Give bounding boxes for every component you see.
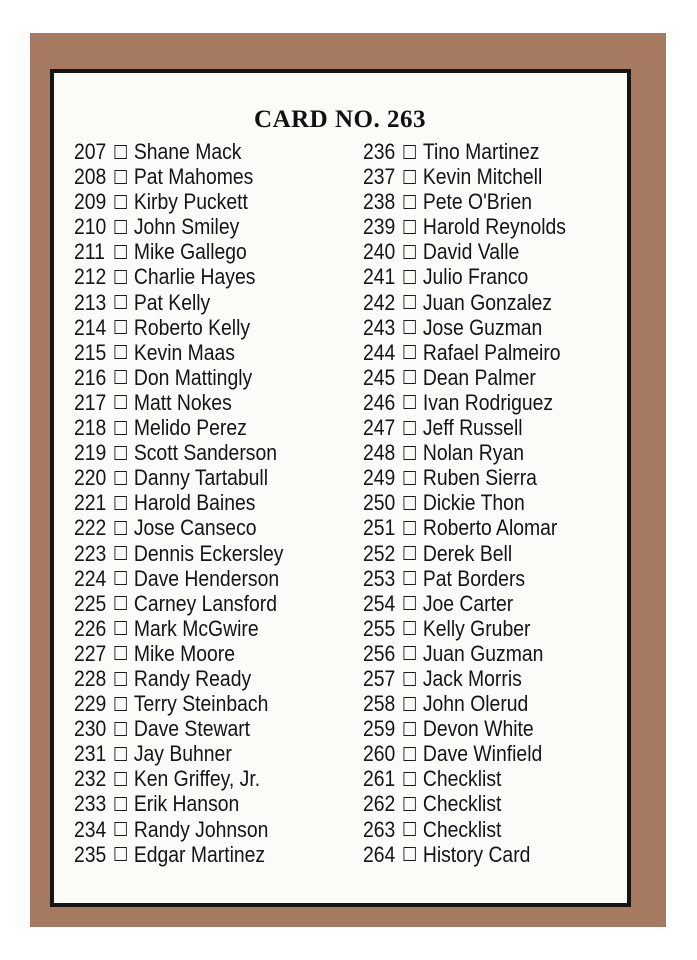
checkbox <box>114 847 126 861</box>
checklist-item <box>74 591 283 616</box>
checklist-item <box>363 766 566 791</box>
player-name: Carney Lansford <box>133 590 277 616</box>
player-name: Tino Martinez <box>422 139 540 164</box>
card-number: 239 <box>363 214 396 240</box>
player-name: Derek Bell <box>422 540 513 566</box>
player-name: History Card <box>422 841 531 867</box>
card-number: 219 <box>74 440 107 466</box>
card-number: 254 <box>363 590 396 616</box>
player-name: Pat Kelly <box>133 289 211 315</box>
checkbox <box>403 822 415 836</box>
player-name: Devon White <box>422 716 534 742</box>
player-name: Terry Steinbach <box>133 691 269 717</box>
card-number: 227 <box>74 640 107 666</box>
checkbox <box>114 245 126 259</box>
checkbox <box>403 170 415 184</box>
checklist-item <box>363 591 566 616</box>
checkbox <box>403 596 415 610</box>
checkbox <box>114 145 126 159</box>
checklist-item <box>363 465 566 490</box>
checklist-item <box>363 817 566 842</box>
player-name: Jose Guzman <box>422 314 543 340</box>
player-name: Melido Perez <box>133 415 247 441</box>
checklist-item <box>363 691 566 716</box>
checkbox <box>114 270 126 284</box>
player-name: Ruben Sierra <box>422 465 537 491</box>
checklist-item <box>363 264 566 289</box>
checkbox <box>114 672 126 686</box>
card-number: 250 <box>363 490 396 516</box>
checklist-item <box>74 214 283 239</box>
player-name: Nolan Ryan <box>422 440 524 466</box>
checkbox <box>403 370 415 384</box>
checkbox <box>403 722 415 736</box>
checklist-item <box>363 490 566 515</box>
card-number: 264 <box>363 841 396 867</box>
card-number: 217 <box>74 389 107 415</box>
checklist-item <box>363 666 566 691</box>
player-name: Randy Johnson <box>133 816 269 842</box>
card-number: 214 <box>74 314 107 340</box>
checkbox <box>114 320 126 334</box>
checkbox <box>403 195 415 209</box>
checklist-item <box>74 741 283 766</box>
checkbox <box>403 421 415 435</box>
card-number: 244 <box>363 339 396 365</box>
card-number: 209 <box>74 189 107 215</box>
checkbox <box>114 621 126 635</box>
checklist-item <box>74 290 283 315</box>
checkbox <box>114 170 126 184</box>
checkbox <box>114 571 126 585</box>
player-name: Dean Palmer <box>422 364 536 390</box>
checkbox <box>403 496 415 510</box>
card-number: 237 <box>363 164 396 190</box>
checkbox <box>114 295 126 309</box>
checklist-item <box>363 566 566 591</box>
checkbox <box>403 220 415 234</box>
checkbox <box>114 822 126 836</box>
checklist-item <box>363 290 566 315</box>
checklist-item <box>74 340 283 365</box>
checklist-item <box>74 566 283 591</box>
checkbox <box>114 395 126 409</box>
card-number: 210 <box>74 214 107 240</box>
checklist-item <box>74 766 283 791</box>
player-name: Rafael Palmeiro <box>422 339 561 365</box>
checkbox <box>403 697 415 711</box>
checklist-item <box>74 139 283 164</box>
checkbox <box>114 220 126 234</box>
checkbox <box>114 195 126 209</box>
card-number: 228 <box>74 665 107 691</box>
checkbox <box>114 772 126 786</box>
checklist-item <box>74 315 283 340</box>
player-name: Mark McGwire <box>133 615 259 641</box>
card-number: 247 <box>363 415 396 441</box>
card-number: 242 <box>363 289 396 315</box>
card-number: 260 <box>363 741 396 767</box>
checklist-item <box>363 716 566 741</box>
card-number: 243 <box>363 314 396 340</box>
player-name: Erik Hanson <box>133 791 240 817</box>
checklist-item <box>74 541 283 566</box>
player-name: Joe Carter <box>422 590 514 616</box>
checklist-item <box>74 691 283 716</box>
card-number: 252 <box>363 540 396 566</box>
checklist-item <box>74 616 283 641</box>
checkbox <box>403 571 415 585</box>
checkbox <box>114 471 126 485</box>
player-name: Roberto Alomar <box>422 515 558 541</box>
card-number: 249 <box>363 465 396 491</box>
card-number: 261 <box>363 766 396 792</box>
player-name: Julio Franco <box>422 264 529 290</box>
checklist-item <box>363 641 566 666</box>
checklist-item <box>74 415 283 440</box>
card-number: 257 <box>363 665 396 691</box>
player-name: Mike Gallego <box>133 239 247 265</box>
checkbox <box>114 446 126 460</box>
checkbox <box>114 797 126 811</box>
checklist-item <box>363 541 566 566</box>
checklist-item <box>74 264 283 289</box>
checkbox <box>403 621 415 635</box>
player-name: Dennis Eckersley <box>133 540 284 566</box>
checkbox <box>114 546 126 560</box>
card-number: 263 <box>363 816 396 842</box>
card-number: 231 <box>74 741 107 767</box>
player-name: Charlie Hayes <box>133 264 256 290</box>
card-number: 253 <box>363 565 396 591</box>
player-name: Pat Borders <box>422 565 526 591</box>
player-name: Scott Sanderson <box>133 440 277 466</box>
player-name: Kelly Gruber <box>422 615 531 641</box>
checkbox <box>403 295 415 309</box>
player-name: Kirby Puckett <box>133 189 248 215</box>
checklist-item <box>74 365 283 390</box>
checklist-item <box>74 189 283 214</box>
player-name: Jeff Russell <box>422 415 523 441</box>
card-number: 222 <box>74 515 107 541</box>
player-name: Ken Griffey, Jr. <box>133 766 261 792</box>
checkbox <box>114 421 126 435</box>
player-name: Pat Mahomes <box>133 164 254 190</box>
checkbox <box>114 646 126 660</box>
player-name: Dave Stewart <box>133 716 251 742</box>
player-name: Danny Tartabull <box>133 465 269 491</box>
checklist-item <box>363 189 566 214</box>
player-name: Dave Henderson <box>133 565 280 591</box>
player-name: John Smiley <box>133 214 240 240</box>
player-name: Roberto Kelly <box>133 314 251 340</box>
checkbox <box>403 521 415 535</box>
checklist-item <box>363 365 566 390</box>
player-name: Shane Mack <box>133 139 242 164</box>
card-number: 258 <box>363 691 396 717</box>
player-name: John Olerud <box>422 691 529 717</box>
checklist-item <box>74 817 283 842</box>
checkbox <box>403 772 415 786</box>
checklist-item <box>74 641 283 666</box>
checkbox <box>403 797 415 811</box>
card-number: 248 <box>363 440 396 466</box>
checklist-item <box>363 440 566 465</box>
player-name: Juan Guzman <box>422 640 544 666</box>
checkbox <box>114 370 126 384</box>
checkbox <box>403 145 415 159</box>
checkbox <box>403 446 415 460</box>
player-name: Juan Gonzalez <box>422 289 552 315</box>
checklist-item <box>363 415 566 440</box>
card-number: 232 <box>74 766 107 792</box>
card-number: 207 <box>74 139 107 164</box>
checkbox <box>403 747 415 761</box>
player-name: Jay Buhner <box>133 741 232 767</box>
player-name: David Valle <box>422 239 520 265</box>
checklist-item <box>363 791 566 816</box>
card-number: 225 <box>74 590 107 616</box>
checkbox <box>403 270 415 284</box>
checklist-item <box>74 390 283 415</box>
card-number: 229 <box>74 691 107 717</box>
card-number: 236 <box>363 139 396 164</box>
checklist-item <box>363 139 566 164</box>
card-number: 211 <box>74 239 105 265</box>
checklist-item <box>363 214 566 239</box>
checkbox <box>403 847 415 861</box>
card-number: 223 <box>74 540 107 566</box>
checklist-item <box>74 164 283 189</box>
checklist-left-column <box>74 139 312 867</box>
checkbox <box>403 471 415 485</box>
checkbox <box>403 345 415 359</box>
card-number: 215 <box>74 339 107 365</box>
checkbox <box>114 496 126 510</box>
checkbox <box>114 697 126 711</box>
player-name: Edgar Martinez <box>133 841 266 867</box>
player-name: Checklist <box>422 766 502 792</box>
checklist-item <box>74 791 283 816</box>
card-number: 255 <box>363 615 396 641</box>
card-number: 238 <box>363 189 396 215</box>
card-number: 240 <box>363 239 396 265</box>
card-number: 256 <box>363 640 396 666</box>
card-number: 230 <box>74 716 107 742</box>
player-name: Mike Moore <box>133 640 235 666</box>
checklist-item <box>363 741 566 766</box>
player-name: Kevin Maas <box>133 339 235 365</box>
player-name: Jose Canseco <box>133 515 257 541</box>
player-name: Harold Baines <box>133 490 256 516</box>
card-title: CARD NO. 263 <box>254 106 426 133</box>
card-number: 216 <box>74 364 107 390</box>
card-number: 251 <box>363 515 396 541</box>
checklist-item <box>74 842 283 867</box>
checklist-item <box>74 465 283 490</box>
checkbox <box>114 722 126 736</box>
card-number: 245 <box>363 364 396 390</box>
checklist-item <box>363 842 566 867</box>
card-number: 212 <box>74 264 107 290</box>
player-name: Jack Morris <box>422 665 522 691</box>
checklist-item <box>74 515 283 540</box>
checklist-item <box>363 515 566 540</box>
checklist-item <box>363 390 566 415</box>
checkbox <box>403 395 415 409</box>
card-number: 233 <box>74 791 107 817</box>
checkbox <box>114 747 126 761</box>
checkbox <box>403 320 415 334</box>
card-number: 224 <box>74 565 107 591</box>
card-number: 262 <box>363 791 396 817</box>
player-name: Ivan Rodriguez <box>422 389 554 415</box>
checklist-item <box>74 490 283 515</box>
checklist-right-column <box>363 139 594 867</box>
player-name: Don Mattingly <box>133 364 253 390</box>
checkbox <box>403 546 415 560</box>
player-name: Pete O'Brien <box>422 189 533 215</box>
card-number: 218 <box>74 415 107 441</box>
player-name: Kevin Mitchell <box>422 164 543 190</box>
checklist-item <box>74 239 283 264</box>
player-name: Matt Nokes <box>133 389 232 415</box>
checklist-item <box>74 666 283 691</box>
player-name: Checklist <box>422 791 502 817</box>
checklist-item <box>363 315 566 340</box>
card-number: 220 <box>74 465 107 491</box>
player-name: Dickie Thon <box>422 490 525 516</box>
card-number: 226 <box>74 615 107 641</box>
checkbox <box>403 245 415 259</box>
player-name: Dave Winfield <box>422 741 543 767</box>
card-number: 221 <box>74 490 107 516</box>
checkbox <box>403 672 415 686</box>
checklist-item <box>363 164 566 189</box>
checkbox <box>403 646 415 660</box>
card-number: 213 <box>74 289 107 315</box>
player-name: Harold Reynolds <box>422 214 566 240</box>
checklist-item <box>74 440 283 465</box>
player-name: Checklist <box>422 816 502 842</box>
checkbox <box>114 521 126 535</box>
card-number: 246 <box>363 389 396 415</box>
checklist-item <box>74 716 283 741</box>
checkbox <box>114 596 126 610</box>
checklist-item <box>363 239 566 264</box>
card-number: 208 <box>74 164 107 190</box>
player-name: Randy Ready <box>133 665 252 691</box>
card-number: 259 <box>363 716 396 742</box>
card-number: 234 <box>74 816 107 842</box>
card-number: 235 <box>74 841 107 867</box>
card-number: 241 <box>363 264 396 290</box>
checklist-item <box>363 616 566 641</box>
checkbox <box>114 345 126 359</box>
checklist-item <box>363 340 566 365</box>
